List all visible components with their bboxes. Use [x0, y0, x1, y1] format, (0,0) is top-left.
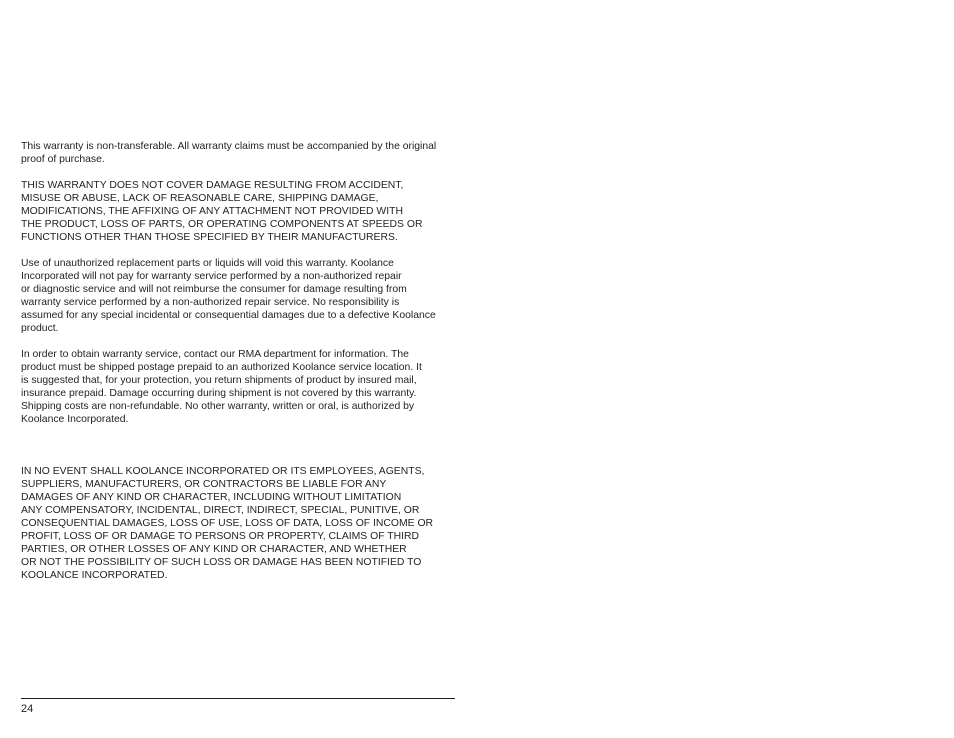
text-line: In order to obtain warranty service, contact our RMA department for information. The: [21, 349, 409, 360]
paragraph-warranty-service: [21, 348, 457, 426]
text-line: FUNCTIONS OTHER THAN THOSE SPECIFIED BY THEIR MANUFACTURERS.: [21, 232, 398, 243]
footer-divider: [21, 698, 455, 699]
paragraph-limitation-of-liability: [21, 465, 457, 582]
text-line: PARTIES, OR OTHER LOSSES OF ANY KIND OR CHARACTER, AND WHETHER: [21, 544, 407, 555]
text-line: Incorporated will not pay for warranty service performed by a non-authorized repair: [21, 271, 402, 282]
text-line: Use of unauthorized replacement parts or liquids will void this warranty. Koolance: [21, 258, 394, 269]
text-line: product.: [21, 323, 59, 334]
text-line: is suggested that, for your protection, you return shipments of product by insured mail,: [21, 375, 417, 386]
section-spacer: [21, 426, 457, 465]
text-line: IN NO EVENT SHALL KOOLANCE INCORPORATED OR ITS EMPLOYEES, AGENTS,: [21, 466, 425, 477]
text-line: insurance prepaid. Damage occurring during shipment is not covered by this warranty.: [21, 388, 417, 399]
text-line: ANY COMPENSATORY, INCIDENTAL, DIRECT, INDIRECT, SPECIAL, PUNITIVE, OR: [21, 505, 420, 516]
text-line: assumed for any special incidental or consequential damages due to a defective Koolance: [21, 310, 436, 321]
page-number: 24: [21, 703, 34, 715]
text-line: THIS WARRANTY DOES NOT COVER DAMAGE RESULTING FROM ACCIDENT,: [21, 180, 404, 191]
paragraph-spacer: [21, 335, 457, 348]
paragraph-unauthorized-parts: [21, 257, 457, 335]
text-line: or diagnostic service and will not reimburse the consumer for damage resulting from: [21, 284, 407, 295]
text-line: product must be shipped postage prepaid to an authorized Koolance service location. It: [21, 362, 422, 373]
paragraph-spacer: [21, 244, 457, 257]
text-line: MISUSE OR ABUSE, LACK OF REASONABLE CARE, SHIPPING DAMAGE,: [21, 193, 379, 204]
text-line: OR NOT THE POSSIBILITY OF SUCH LOSS OR DAMAGE HAS BEEN NOTIFIED TO: [21, 557, 422, 568]
text-line: DAMAGES OF ANY KIND OR CHARACTER, INCLUDING WITHOUT LIMITATION: [21, 492, 402, 503]
paragraph-spacer: [21, 166, 457, 179]
text-line: warranty service performed by a non-authorized repair service. No responsibility is: [21, 297, 400, 308]
text-line: Shipping costs are non-refundable. No other warranty, written or oral, is authorized by: [21, 401, 415, 412]
text-line: CONSEQUENTIAL DAMAGES, LOSS OF USE, LOSS OF DATA, LOSS OF INCOME OR: [21, 518, 434, 529]
text-line: proof of purchase.: [21, 154, 105, 165]
text-line: THE PRODUCT, LOSS OF PARTS, OR OPERATING COMPONENTS AT SPEEDS OR: [21, 219, 423, 230]
paragraph-non-transferable: [21, 140, 457, 166]
text-column: [21, 140, 457, 582]
text-line: This warranty is non-transferable. All warranty claims must be accompanied by the original: [21, 141, 437, 152]
text-line: Koolance Incorporated.: [21, 414, 129, 425]
paragraph-exclusions: [21, 179, 457, 244]
text-line: KOOLANCE INCORPORATED.: [21, 570, 168, 581]
text-line: PROFIT, LOSS OF OR DAMAGE TO PERSONS OR PROPERTY, CLAIMS OF THIRD: [21, 531, 419, 542]
text-line: SUPPLIERS, MANUFACTURERS, OR CONTRACTORS BE LIABLE FOR ANY: [21, 479, 387, 490]
text-line: MODIFICATIONS, THE AFFIXING OF ANY ATTACHMENT NOT PROVIDED WITH: [21, 206, 403, 217]
